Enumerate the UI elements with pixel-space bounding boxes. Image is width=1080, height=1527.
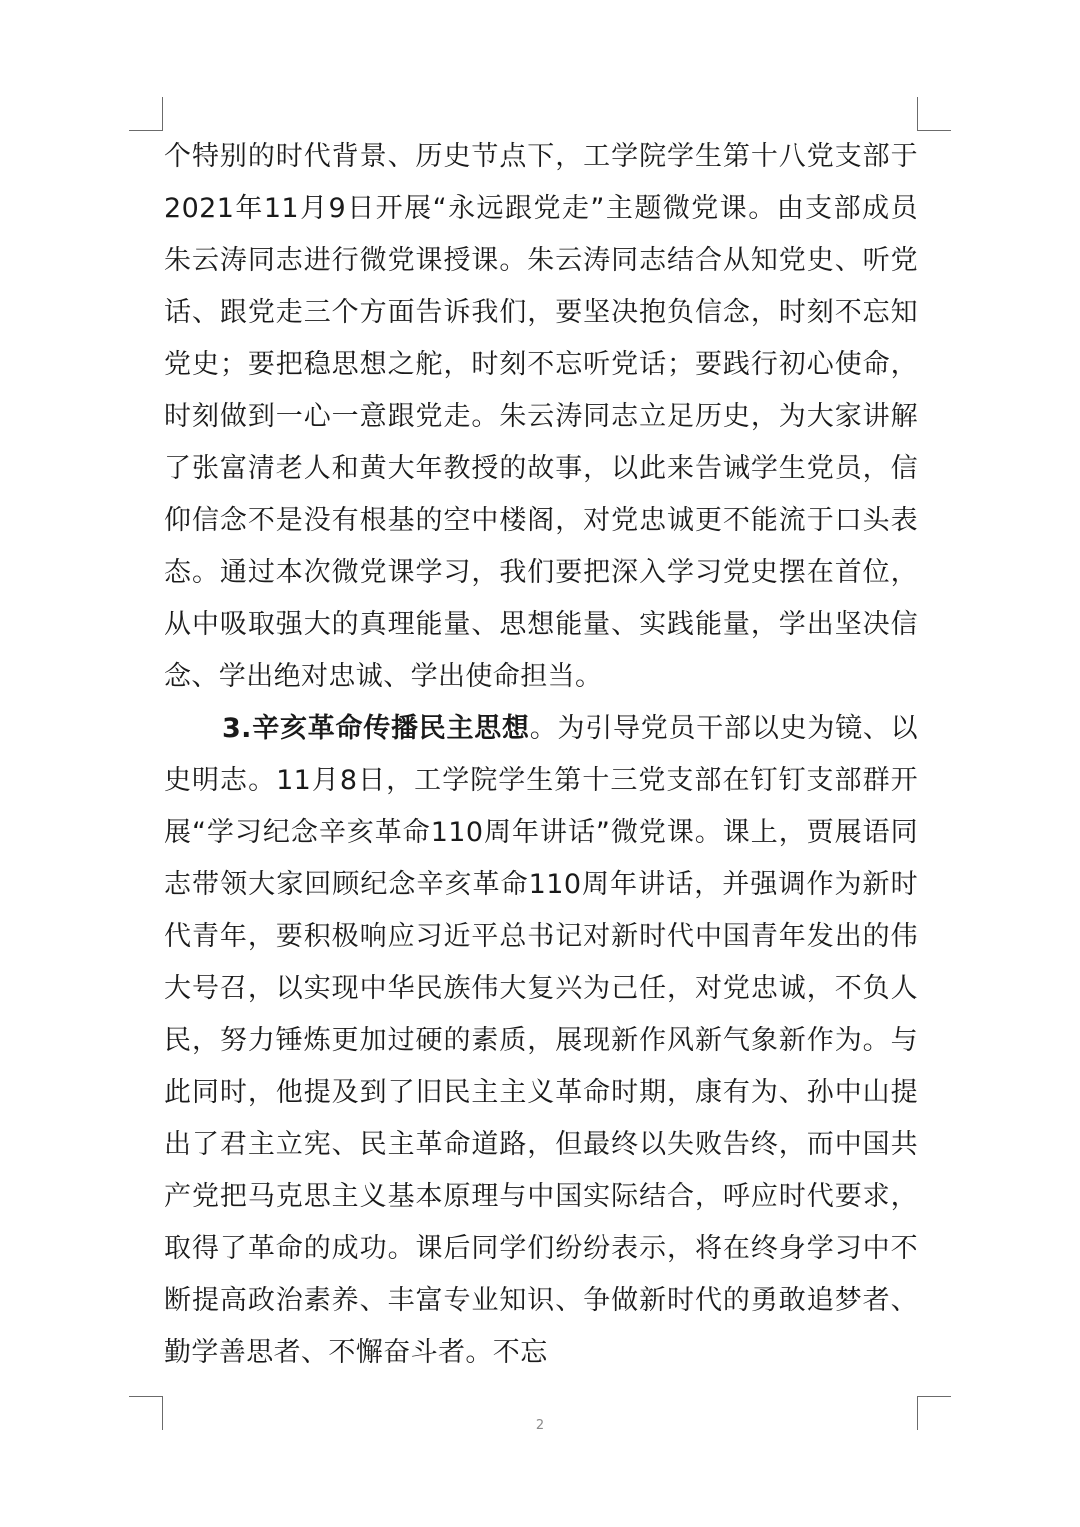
paragraph-body: 。为引导党员干部以史为镜、以史明志。11月8日，工学院学生第十三党支部在钉钉支部群开展“学习纪念辛亥革命110周年讲话”微党课。课上，贾展语同志带领大家回顾纪念辛亥革命110周年讲话，并强调作为新时代青年，要积极响应习近平总书记对新时代中国青年发出的伟大号召，以实现中华民族伟大复兴为己任，对党忠诚，不负人民，努力锤炼更加过硬的素质，展现新作风新气象新作为。与此同时，他提及到了旧民主主义革命时期，康有为、孙中山提出了君主立宪、民主革命道路，但最终以失败告终，而中国共产党把马克思主义基本原理与中国实际结合，呼应时代要求，取得了革命的成功。课后同学们纷纷表示，将在终身学习中不断提高政治素养、丰富专业知识、争做新时代的勇敢追梦者、勤学善思者、不懈奋斗者。不忘 (164, 713, 918, 1368)
paragraph-heading: 3.辛亥革命传播民主思想 (222, 713, 530, 744)
paragraph-continued: 个特别的时代背景、历史节点下，工学院学生第十八党支部于2021年11月9日开展“永远跟党走”主题微党课。由支部成员朱云涛同志进行微党课授课。朱云涛同志结合从知党史、听党话、跟党走三个方面告诉我们，要坚决抱负信念，时刻不忘知党史；要把稳思想之舵，时刻不忘听党话；要践行初心使命，时刻做到一心一意跟党走。朱云涛同志立足历史，为大家讲解了张富清老人和黄大年教授的故事，以此来告诫学生党员，信仰信念不是没有根基的空中楼阁，对党忠诚更不能流于口头表态。通过本次微党课学习，我们要把深入学习党史摆在首位，从中吸取强大的真理能量、思想能量、实践能量，学出坚决信念、学出绝对忠诚、学出使命担当。 (164, 141, 918, 692)
document-body (164, 131, 918, 1379)
crop-mark-top-right (917, 97, 951, 131)
paragraph-xinhai-revolution (164, 703, 918, 1379)
page-number: 2 (535, 1418, 545, 1433)
crop-mark-top-left (129, 97, 163, 131)
